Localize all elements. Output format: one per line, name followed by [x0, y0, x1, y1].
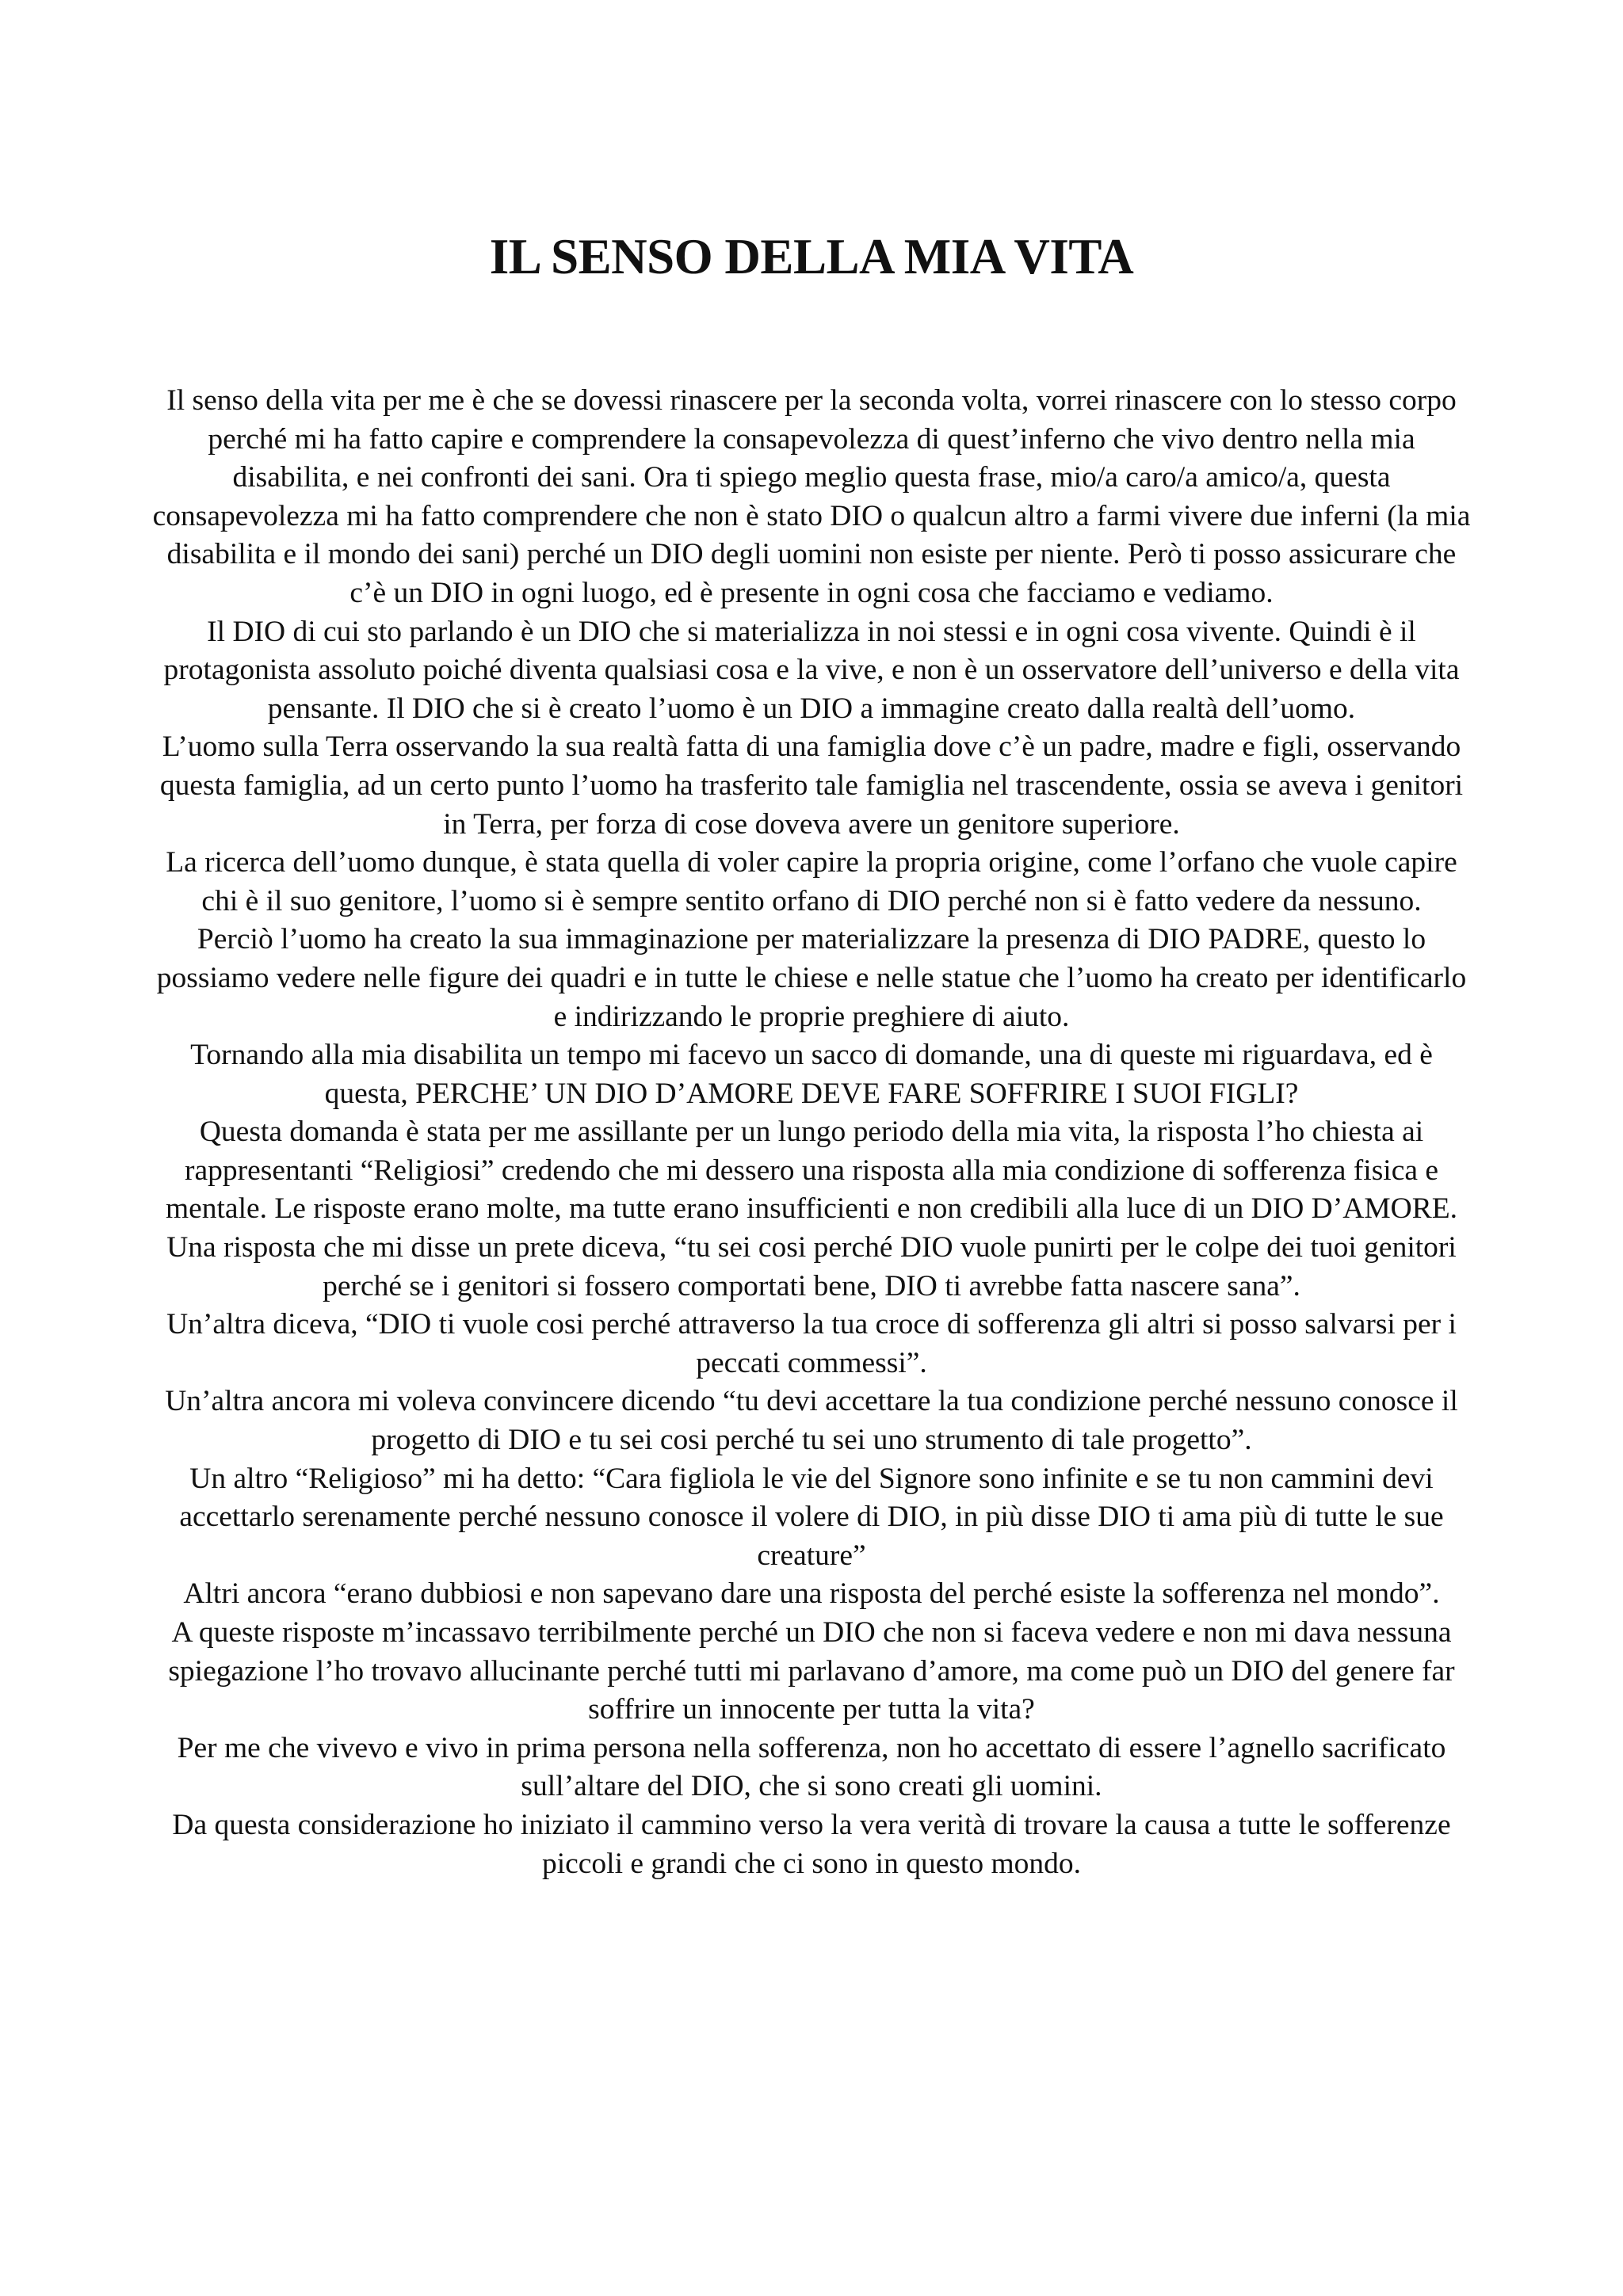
paragraph-14: Per me che vivevo e vivo in prima persona nella sofferenza, non ho accettato di essere l’agnello sacrificato sull’altare del DIO, che si sono creati gli uomini.	[177, 1731, 1446, 1803]
paragraph-10: Un’altra ancora mi voleva convincere dicendo “tu devi accettare la tua condizione perché nessuno conosce il progetto di DIO e tu sei cosi perché tu sei uno strumento di tale progetto”.	[165, 1385, 1458, 1457]
document-body	[151, 382, 1472, 1883]
paragraph-4: La ricerca dell’uomo dunque, è stata quella di voler capire la propria origine, come l’orfano che vuole capire chi è il suo genitore, l’uomo si è sempre sentito orfano di DIO perché non si è fatto vedere da nessuno.	[166, 846, 1457, 917]
paragraph-2: Il DIO di cui sto parlando è un DIO che si materializza in noi stessi e in ogni cosa vivente. Quindi è il protagonista assoluto poiché diventa qualsiasi cosa e la vive, e non è un osservatore dell’universo e della vita pensante. Il DIO che si è creato l’uomo è un DIO a immagine creato dalla realtà dell’uomo.	[163, 615, 1460, 725]
page-title: IL SENSO DELLA MIA VITA	[489, 229, 1134, 284]
paragraph-15: Da questa considerazione ho iniziato il cammino verso la vera verità di trovare la causa a tutte le sofferenze piccoli e grandi che ci sono in questo mondo.	[172, 1808, 1451, 1880]
paragraph-8: Una risposta che mi disse un prete diceva, “tu sei cosi perché DIO vuole punirti per le colpe dei tuoi genitori perché se i genitori si fossero comportati bene, DIO ti avrebbe fatta nascere sana”.	[166, 1231, 1457, 1302]
paragraph-6: Tornando alla mia disabilita un tempo mi facevo un sacco di domande, una di queste mi riguardava, ed è questa, PERCHE’ UN DIO D’AMORE DEVE FARE SOFFRIRE I SUOI FIGLI?	[190, 1039, 1433, 1110]
paragraph-13: A queste risposte m’incassavo terribilmente perché un DIO che non si faceva vedere e non mi dava nessuna spiegazione l’ho trovavo allucinante perché tutti mi parlavano d’amore, ma come può un DIO del genere far soffrire un innocente per tutta la vita?	[168, 1616, 1455, 1726]
paragraph-12: Altri ancora “erano dubbiosi e non sapevano dare una risposta del perché esiste la sofferenza nel mondo”.	[183, 1577, 1440, 1611]
paragraph-5: Perciò l’uomo ha creato la sua immaginazione per materializzare la presenza di DIO PADRE, questo lo possiamo vedere nelle figure dei quadri e in tutte le chiese e nelle statue che l’uomo ha creato per identificarlo e indirizzando le proprie preghiere di aiuto.	[156, 923, 1467, 1033]
paragraph-9: Un’altra diceva, “DIO ti vuole cosi perché attraverso la tua croce di sofferenza gli altri si posso salvarsi per i peccati commessi”.	[166, 1308, 1457, 1379]
paragraph-7: Questa domanda è stata per me assillante per un lungo periodo della mia vita, la risposta l’ho chiesta ai rappresentanti “Religiosi” credendo che mi dessero una risposta alla mia condizione di sofferenza fisica e mentale. Le risposte erano molte, ma tutte erano insufficienti e non credibili alla luce di un DIO D’AMORE.	[165, 1116, 1458, 1226]
paragraph-1: Il senso della vita per me è che se dovessi rinascere per la seconda volta, vorrei rinascere con lo stesso corpo perché mi ha fatto capire e comprendere la consapevolezza di quest’inferno che vivo dentro nella mia disabilita, e nei confronti dei sani. Ora ti spiego meglio questa frase, mio/a caro/a amico/a, questa consapevolezza mi ha fatto comprendere che non è stato DIO o qualcun altro a farmi vivere due inferni (la mia disabilita e il mondo dei sani) perché un DIO degli uomini non esiste per niente. Però ti posso assicurare che c’è un DIO in ogni luogo, ed è presente in ogni cosa che facciamo e vediamo.	[152, 384, 1471, 609]
paragraph-11: Un altro “Religioso” mi ha detto: “Cara figliola le vie del Signore sono infinite e se tu non cammini devi accettarlo serenamente perché nessuno conosce il volere di DIO, in più disse DIO ti ama più di tutte le sue creature”	[179, 1462, 1444, 1572]
paragraph-3: L’uomo sulla Terra osservando la sua realtà fatta di una famiglia dove c’è un padre, madre e figli, osservando questa famiglia, ad un certo punto l’uomo ha trasferito tale famiglia nel trascendente, ossia se aveva i genitori in Terra, per forza di cose doveva avere un genitore superiore.	[159, 730, 1464, 841]
